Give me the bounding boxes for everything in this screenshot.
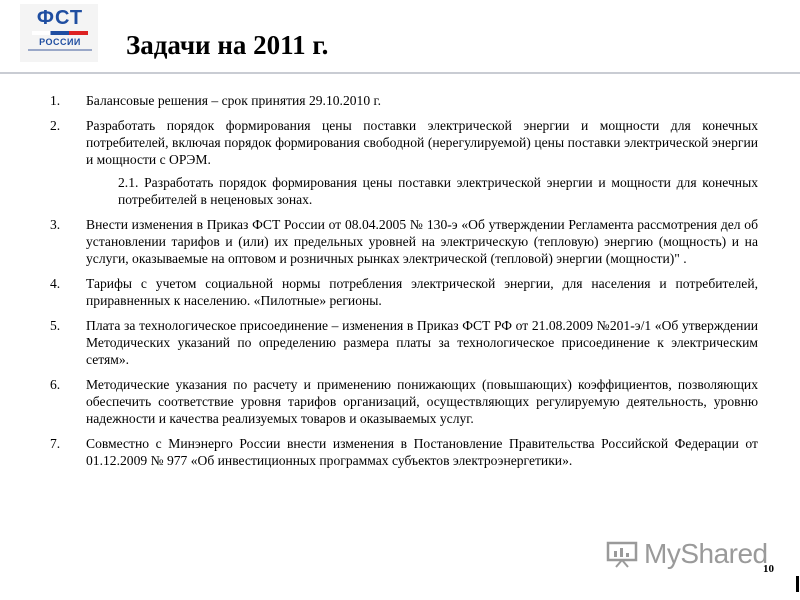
list-item — [50, 275, 758, 309]
myshared-watermark — [606, 538, 776, 574]
list-item — [50, 216, 758, 267]
item-text: Внести изменения в Приказ ФСТ России от 08.04.2005 № 130-э «Об утверждении Регламента рассмотрения дел об установлении тарифов и (или) их предельных уровней на электрическую (тепловую) энергию (мощность) и на услуги, оказываемые на оптовом и розничных рынках электрической (тепловой) энергии (мощности)" . — [86, 217, 758, 266]
presentation-board-icon — [606, 540, 638, 568]
watermark-text: MyShared — [644, 538, 768, 569]
item-number: 1. — [50, 93, 61, 108]
item-number: 3. — [50, 217, 61, 232]
item-number: 6. — [50, 377, 61, 392]
list-item — [50, 117, 758, 168]
logo-sub-text: РОССИИ — [39, 37, 81, 47]
item-number: 2. — [50, 118, 61, 133]
list-item — [50, 376, 758, 427]
logo-caption-line — [28, 49, 92, 51]
item-text: Плата за технологическое присоединение – изменения в Приказ ФСТ РФ от 21.08.2009 №201-э/1 «Об утверждении Методических указаний по определению размера платы за технологическое присоединение к электрическим сетям». — [86, 318, 758, 367]
item-number: 5. — [50, 318, 61, 333]
item-text: Разработать порядок формирования цены поставки электрической энергии и мощности для конечных потребителей в неценовых зонах. — [118, 175, 759, 207]
item-text: Методические указания по расчету и применению понижающих (повышающих) коэффициентов, позволяющих обеспечить соответствие уровня тарифов организаций, осуществляющих регулируемую деятельность, уровню надежности и качества реализуемых товаров и оказываемых услуг. — [86, 377, 758, 426]
sub-list-item — [118, 174, 758, 208]
item-text: Разработать порядок формирования цены поставки электрической энергии и мощности для конечных потребителей, включая порядок формирования свободной (нерегулируемой) цены поставки электрической энергии и мощности с ОРЭМ. — [86, 118, 758, 167]
list-item — [50, 435, 758, 469]
slide-title: Задачи на 2011 г. — [126, 30, 329, 60]
item-text: Тарифы с учетом социальной нормы потребления электрической энергии, для населения и потребителей, приравненных к населению. «Пилотные» регионы. — [86, 276, 758, 308]
title-divider — [0, 72, 800, 74]
item-text: Совместно с Минэнерго России внести изменения в Постановление Правительства Российской Федерации от 01.12.2009 № 977 «Об инвестиционных программах субъектов электроэнергетики». — [86, 436, 758, 468]
corner-mark — [796, 576, 799, 592]
fst-logo — [20, 4, 98, 62]
logo-flag-stripe — [32, 31, 88, 35]
item-number: 4. — [50, 276, 61, 291]
item-text: Балансовые решения – срок принятия 29.10.2010 г. — [86, 93, 381, 108]
list-item — [50, 317, 758, 368]
item-number: 7. — [50, 436, 61, 451]
logo-main-text: ФСТ — [36, 7, 84, 29]
item-number: 2.1. — [118, 175, 139, 190]
task-list — [50, 92, 758, 477]
list-item — [50, 92, 758, 109]
page-number: 10 — [763, 563, 774, 575]
